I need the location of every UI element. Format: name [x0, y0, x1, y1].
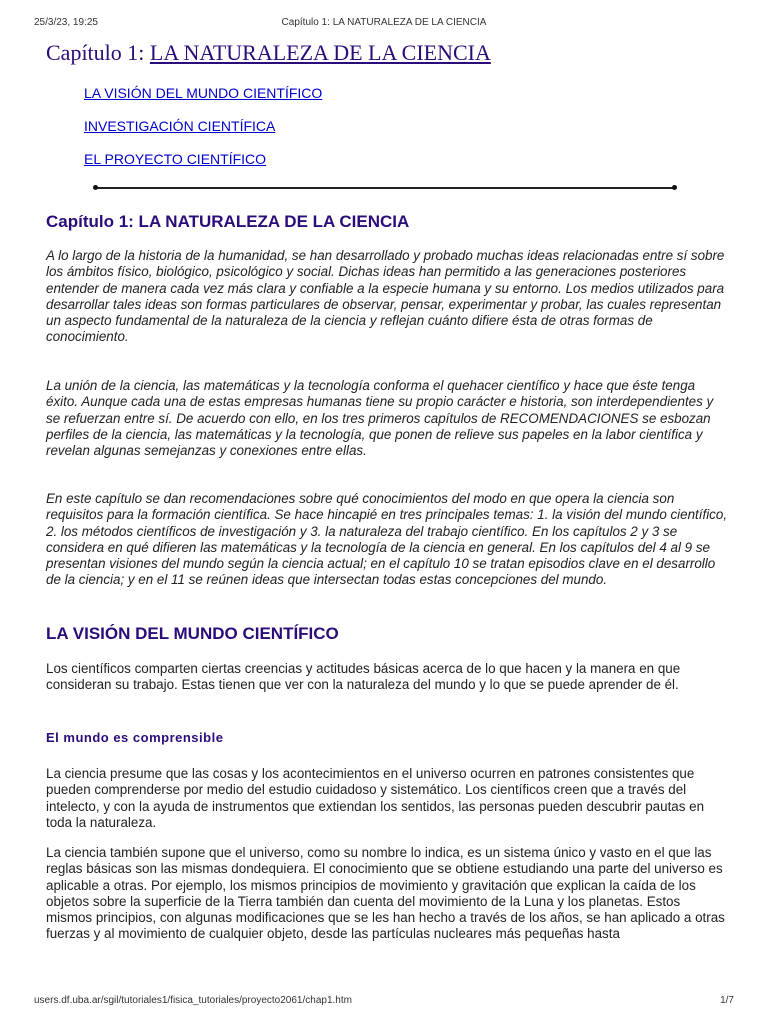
horizontal-rule — [96, 187, 674, 189]
rule-left-dot — [93, 185, 98, 190]
body-paragraph-2: La ciencia también supone que el universo, como su nombre lo indica, es un sistema único y vasto en el que las reglas básicas son las mismas dondequiera. El conocimiento que se obtiene estudiando una parte del universo es aplicable a otras. Por ejemplo, los mismos principios de movimiento y gravitación que explican la caída de los objetos sobre la superficie de la Tierra también dan cuenta del movimiento de la Luna y los planetas. Estos mismos principios, con algunas modificaciones que se les han hecho a través de los años, se han aplicado a otras fuerzas y al movimiento de cualquier objeto, desde las partículas nucleares más pequeñas hasta — [46, 845, 725, 942]
print-footer — [34, 995, 734, 1009]
toc-link-investigacion[interactable]: INVESTIGACIÓN CIENTÍFICA — [84, 118, 276, 134]
page-title — [46, 40, 491, 66]
print-date: 25/3/23, 19:25 — [34, 17, 98, 28]
vision-heading: LA VISIÓN DEL MUNDO CIENTÍFICO — [46, 624, 339, 643]
intro-paragraph-3: En este capítulo se dan recomendaciones sobre qué conocimientos del modo en que opera la ciencia son requisitos para la formación científica. Se hace hincapié en tres principales temas: 1. la visión del mundo científico, 2. los métodos científicos de investigación y 3. la naturaleza del trabajo científico. En los capítulos 2 y 3 se considera en qué difieren las matemáticas y la tecnología de la ciencia en general. En los capítulos del 4 al 9 se presentan visiones del mundo según la ciencia actual; en el capítulo 10 se tratan episodios clave en el desarrollo de la ciencia; y en el 11 se reúnen ideas que intersectan todas estas concepciones del mundo. — [46, 491, 728, 588]
print-page-number: 1/7 — [720, 995, 734, 1006]
intro-paragraph-1: A lo largo de la historia de la humanidad, se han desarrollado y probado muchas ideas relacionadas entre sí sobre los ámbitos físico, biológico, psicológico y social. Dichas ideas han permitido a las generaciones posteriores entender de manera cada vez más clara y confiable a la especie humana y su entorno. Los medios utilizados para desarrollar tales ideas son formas particulares de observar, pensar, experimentar y probar, las cuales representan un aspecto fundamental de la naturaleza de la ciencia y reflejan cuánto difiere ésta de otras formas de conocimiento. — [46, 248, 725, 345]
page-title-prefix: Capítulo 1: — [46, 40, 145, 65]
section-heading: Capítulo 1: LA NATURALEZA DE LA CIENCIA — [46, 212, 410, 231]
page-title-link[interactable]: LA NATURALEZA DE LA CIENCIA — [149, 40, 491, 65]
print-header — [34, 17, 734, 31]
intro-paragraph-2: La unión de la ciencia, las matemáticas y la tecnología conforma el quehacer científico y hace que éste tenga éxito. Aunque cada una de estas empresas humanas tiene su propio carácter e historia, son interdependientes y se refuerzan entre sí. De acuerdo con ello, en los tres primeros capítulos de RECOMENDACIONES se esbozan perfiles de la ciencia, las matemáticas y la tecnología, que ponen de relieve sus papeles en la labor científica y revelan algunas semejanzas y conexiones entre ellas. — [46, 378, 714, 459]
print-page-title: Capítulo 1: LA NATURALEZA DE LA CIENCIA — [281, 17, 487, 28]
vision-intro-paragraph: Los científicos comparten ciertas creencias y actitudes básicas acerca de lo que hacen y la manera en que consideran su trabajo. Estas tienen que ver con la naturaleza del mundo y lo que se puede aprender de él. — [46, 661, 681, 693]
rule-right-dot — [672, 185, 677, 190]
toc-link-proyecto[interactable]: EL PROYECTO CIENTÍFICO — [84, 151, 267, 167]
print-url: users.df.uba.ar/sgil/tutoriales1/fisica_tutoriales/proyecto2061/chap1.htm — [34, 995, 352, 1006]
toc-link-vision[interactable]: LA VISIÓN DEL MUNDO CIENTÍFICO — [84, 85, 323, 101]
table-of-contents — [84, 85, 322, 184]
body-paragraph-1: La ciencia presume que las cosas y los acontecimientos en el universo ocurren en patrones consistentes que pueden comprenderse por medio del estudio cuidadoso y sistemático. Los científicos creen que a través del intelecto, y con la ayuda de instrumentos que extiendan los sentidos, las personas pueden descubrir pautas en toda la naturaleza. — [46, 766, 705, 830]
subheading-comprensible: El mundo es comprensible — [46, 730, 224, 745]
